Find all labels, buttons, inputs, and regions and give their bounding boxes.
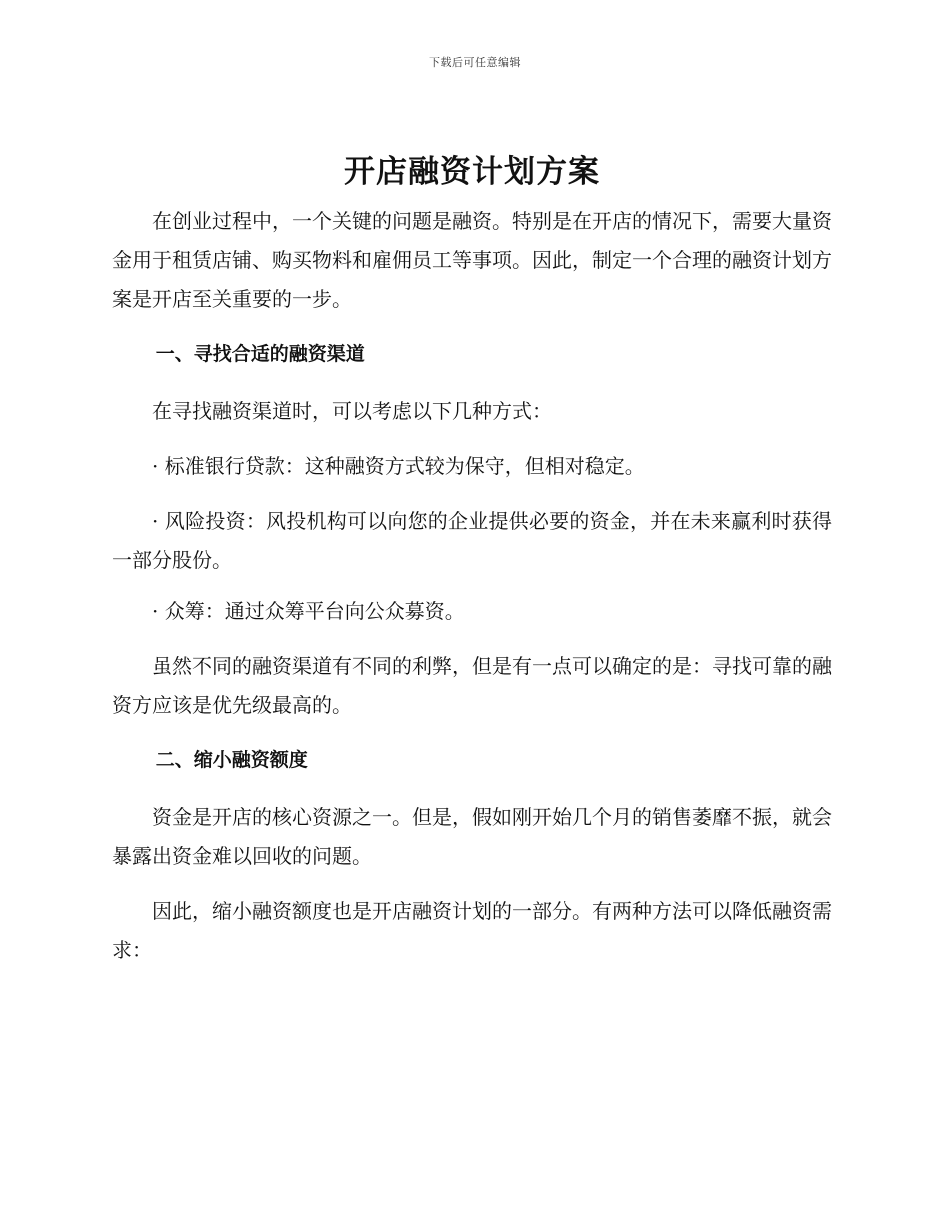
intro-paragraph: 在创业过程中，一个关键的问题是融资。特别是在开店的情况下，需要大量资金用于租赁店铺、购买物料和雇佣员工等事项。因此，制定一个合理的融资计划方案是开店至关重要的一步。: [112, 209, 832, 311]
list-item-bank-loan: · 标准银行贷款：这种融资方式较为保守，但相对稳定。: [152, 454, 645, 478]
page-header: 下载后可任意编辑: [429, 56, 521, 69]
list-item-crowdfunding: · 众筹：通过众筹平台向公众募资。: [152, 599, 465, 623]
document-body: [112, 150, 832, 986]
section-heading-financing-channels: 一、寻找合适的融资渠道: [155, 343, 365, 365]
section2-paragraph-2: 因此，缩小融资额度也是开店融资计划的一部分。有两种方法可以降低融资需求：: [112, 899, 832, 962]
list-item-venture-capital: · 风险投资：风投机构可以向您的企业提供必要的资金，并在未来赢利时获得一部分股份。: [112, 509, 832, 572]
document-title: 开店融资计划方案: [344, 154, 600, 190]
section1-lead-paragraph: 在寻找融资渠道时，可以考虑以下几种方式：: [152, 399, 552, 423]
section1-conclusion-paragraph: 虽然不同的融资渠道有不同的利弊，但是有一点可以确定的是：寻找可靠的融资方应该是优先级最高的。: [112, 654, 832, 717]
section-heading-reduce-financing: 二、缩小融资额度: [155, 749, 308, 771]
section2-paragraph-1: 资金是开店的核心资源之一。但是，假如刚开始几个月的销售萎靡不振，就会暴露出资金难以回收的问题。: [112, 805, 832, 868]
